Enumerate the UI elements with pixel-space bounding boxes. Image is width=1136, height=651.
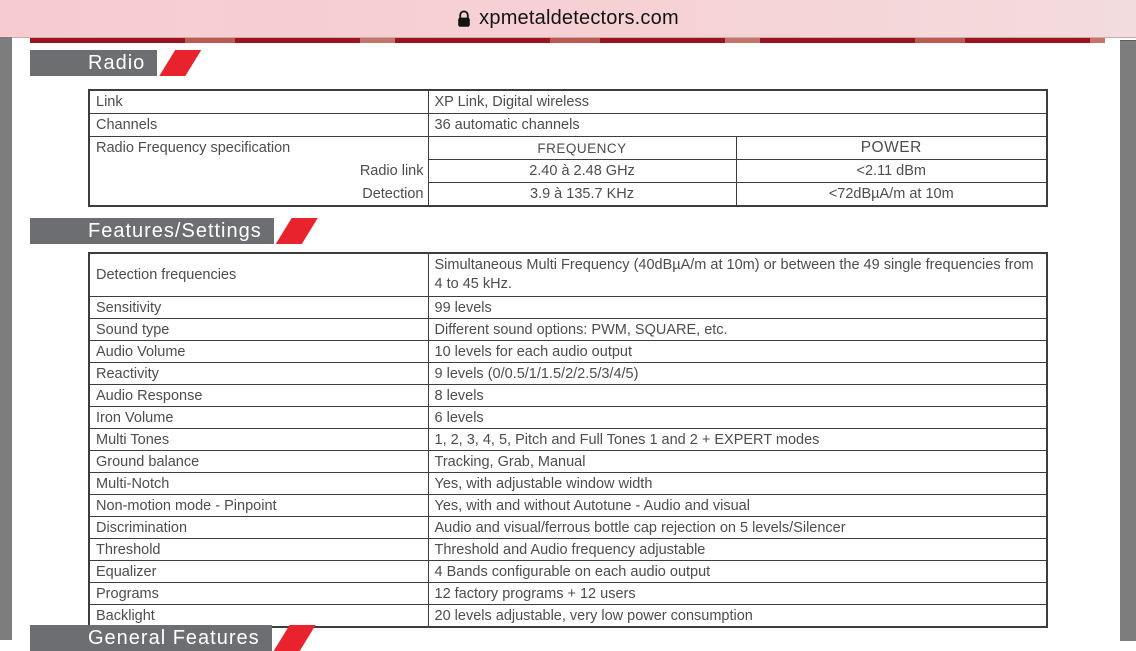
row-value: 99 levels xyxy=(428,297,1047,319)
features-table-wrap xyxy=(88,252,1048,628)
red-slash-icon xyxy=(159,50,201,76)
row-value: 8 levels xyxy=(428,385,1047,407)
row-value: 6 levels xyxy=(428,407,1047,429)
table-row xyxy=(89,385,1047,407)
row-value: Simultaneous Multi Frequency (40dBµA/m at 10m) or between the 49 single frequencies from 4 to 45 kHz. xyxy=(428,253,1047,297)
table-row xyxy=(89,429,1047,451)
row-value-frequency: 2.40 à 2.48 GHz xyxy=(428,160,736,183)
table-row xyxy=(89,605,1047,628)
section-title-radio: Radio xyxy=(30,50,157,76)
table-row xyxy=(89,561,1047,583)
row-label: Reactivity xyxy=(89,363,428,385)
table-row xyxy=(89,253,1047,297)
row-value-power: <2.11 dBm xyxy=(736,160,1047,183)
row-value: Yes, with and without Autotune - Audio and visual xyxy=(428,495,1047,517)
row-label: Radio Frequency specification xyxy=(89,137,428,160)
row-value: 10 levels for each audio output xyxy=(428,341,1047,363)
row-label: Sensitivity xyxy=(89,297,428,319)
row-value: 9 levels (0/0.5/1/1.5/2/2.5/3/4/5) xyxy=(428,363,1047,385)
row-label: Threshold xyxy=(89,539,428,561)
column-header-frequency: FREQUENCY xyxy=(428,137,736,160)
section-header-general xyxy=(30,625,316,651)
left-edge-strip xyxy=(0,37,12,640)
red-slash-icon xyxy=(274,625,316,651)
row-value: 12 factory programs + 12 users xyxy=(428,583,1047,605)
row-value: Different sound options: PWM, SQUARE, etc. xyxy=(428,319,1047,341)
row-label: Equalizer xyxy=(89,561,428,583)
row-value: XP Link, Digital wireless xyxy=(428,90,1047,114)
radio-table-wrap xyxy=(88,89,1048,207)
url-text: xpmetaldetectors.com xyxy=(479,7,679,29)
features-table xyxy=(88,252,1048,628)
row-value: Threshold and Audio frequency adjustable xyxy=(428,539,1047,561)
row-label: Audio Volume xyxy=(89,341,428,363)
table-row xyxy=(89,160,1047,183)
table-row xyxy=(89,114,1047,137)
table-row xyxy=(89,183,1047,207)
row-label: Link xyxy=(96,94,123,110)
table-row xyxy=(89,341,1047,363)
red-slash-icon xyxy=(276,218,318,244)
row-value: Yes, with adjustable window width xyxy=(428,473,1047,495)
table-row xyxy=(89,407,1047,429)
row-label: Ground balance xyxy=(89,451,428,473)
row-value: 20 levels adjustable, very low power consumption xyxy=(428,605,1047,628)
right-edge-strip xyxy=(1120,40,1136,641)
section-header-features xyxy=(30,218,318,244)
table-row xyxy=(89,517,1047,539)
row-label: Discrimination xyxy=(89,517,428,539)
row-label: Multi-Notch xyxy=(89,473,428,495)
table-row xyxy=(89,137,1047,160)
row-label: Detection frequencies xyxy=(96,266,237,283)
row-value: 1, 2, 3, 4, 5, Pitch and Full Tones 1 and 2 + EXPERT modes xyxy=(428,429,1047,451)
row-value-power: <72dBµA/m at 10m xyxy=(736,183,1047,207)
section-title-features: Features/Settings xyxy=(30,218,274,244)
row-label: Backlight xyxy=(89,605,428,628)
url-pill[interactable] xyxy=(457,7,679,30)
address-bar[interactable] xyxy=(0,0,1136,38)
row-label: Multi Tones xyxy=(89,429,428,451)
table-row xyxy=(89,297,1047,319)
row-label: Iron Volume xyxy=(89,407,428,429)
column-header-power: POWER xyxy=(736,137,1047,160)
section-header-radio xyxy=(30,50,201,76)
row-label: Radio link xyxy=(359,163,424,179)
lock-icon xyxy=(457,10,471,28)
row-value-frequency: 3.9 à 135.7 KHz xyxy=(428,183,736,207)
table-row xyxy=(89,363,1047,385)
page-top-red-banner xyxy=(30,38,1105,43)
row-label: Non-motion mode - Pinpoint xyxy=(89,495,428,517)
row-value: Audio and visual/ferrous bottle cap rejection on 5 levels/Silencer xyxy=(428,517,1047,539)
row-value: Tracking, Grab, Manual xyxy=(428,451,1047,473)
section-title-general: General Features xyxy=(30,625,272,651)
row-label: Detection xyxy=(362,185,424,202)
table-row xyxy=(89,473,1047,495)
table-row xyxy=(89,451,1047,473)
table-row xyxy=(89,319,1047,341)
row-label: Programs xyxy=(89,583,428,605)
row-label: Sound type xyxy=(89,319,428,341)
row-value: 36 automatic channels xyxy=(428,114,1047,137)
row-label: Channels xyxy=(89,114,428,137)
radio-table xyxy=(88,89,1048,207)
table-row xyxy=(89,90,1047,114)
table-row xyxy=(89,539,1047,561)
table-row xyxy=(89,495,1047,517)
table-row xyxy=(89,583,1047,605)
row-value: 4 Bands configurable on each audio output xyxy=(428,561,1047,583)
row-label: Audio Response xyxy=(89,385,428,407)
